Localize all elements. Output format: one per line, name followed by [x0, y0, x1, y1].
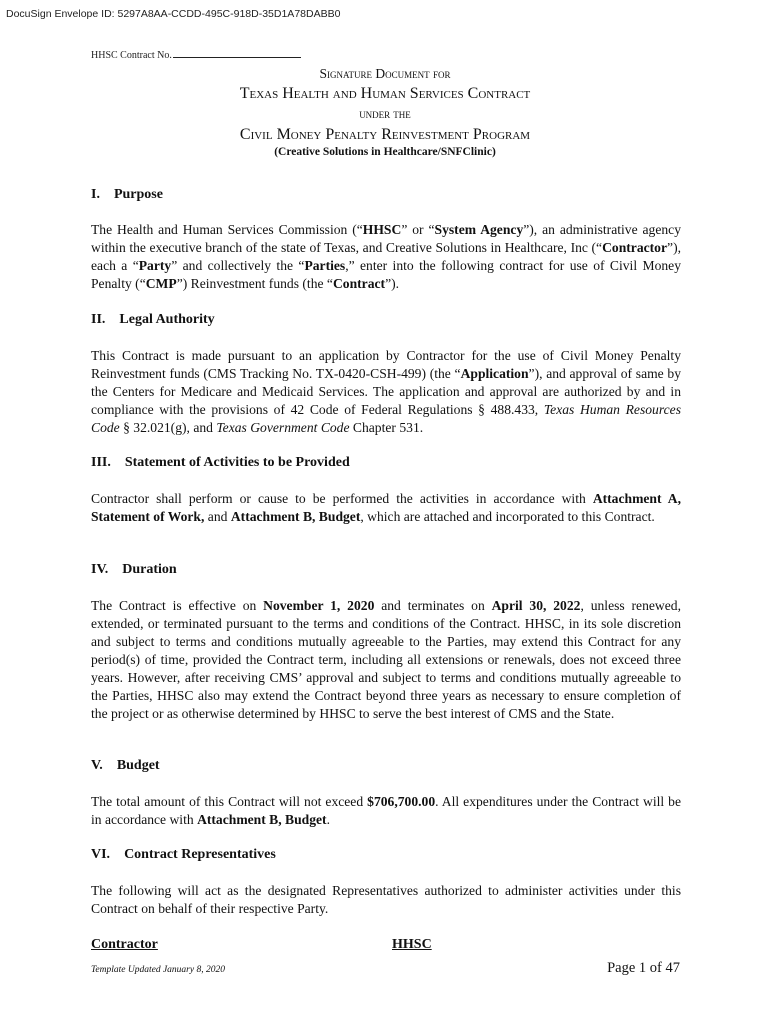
- title-line-1: Signature Document for: [319, 66, 451, 81]
- hhsc-label: HHSC: [392, 937, 432, 952]
- section-heading-budget: [91, 758, 160, 774]
- legal-authority-paragraph: This Contract is made pursuant to an application by Contractor for the use of Civil Money Penalty Reinvestment funds (CMS Tracking No. TX-0420-CSH-499) (the “Application”), and approval of same by the Centers for Medicare and Medicaid Services. The application and approval are authorized by and in compliance with the provisions of 42 Code of Federal Regulations § 488.433, Texas Human Resources Code § 32.021(g), and Texas Government Code Chapter 531.: [91, 348, 681, 435]
- section-heading-purpose: [91, 187, 163, 203]
- title-line-5: (Creative Solutions in Healthcare/SNFClinic): [274, 146, 496, 158]
- section-number: VI.: [91, 847, 111, 862]
- section-title: Purpose: [113, 187, 163, 202]
- title-line-2: Texas Health and Human Services Contract: [239, 85, 531, 102]
- section-title: Contract Representatives: [124, 847, 276, 862]
- section-number: IV.: [91, 562, 109, 577]
- activities-paragraph: Contractor shall perform or cause to be performed the activities in accordance with Attachment A, Statement of Work, and Attachment B, Budget, which are attached and incorporated to this Contract.: [91, 491, 681, 524]
- title-line-3: under the: [359, 107, 411, 121]
- budget-paragraph: The total amount of this Contract will not exceed $706,700.00. All expenditures under the Contract will be in accordance with Attachment B, Budget.: [91, 794, 681, 827]
- contract-number-line: [91, 48, 301, 61]
- docusign-envelope-id: DocuSign Envelope ID: 5297A8AA-CCDD-495C-918D-35D1A78DABB0: [6, 8, 341, 20]
- section-title: Duration: [122, 562, 177, 577]
- section-title: Legal Authority: [119, 312, 215, 327]
- title-line-4: Civil Money Penalty Reinvestment Program: [239, 126, 531, 143]
- section-heading-legal-authority: [91, 312, 215, 328]
- section-number: V.: [91, 758, 103, 773]
- section-title: Statement of Activities to be Provided: [124, 455, 350, 470]
- contract-number-blank: [173, 48, 301, 58]
- representatives-paragraph: The following will act as the designated Representatives authorized to administer activities under this Contract on behalf of their respective Party.: [91, 883, 681, 916]
- section-title: Budget: [116, 758, 160, 773]
- duration-paragraph: The Contract is effective on November 1, 2020 and terminates on April 30, 2022, unless renewed, extended, or terminated pursuant to the terms and conditions of the Contract. HHSC, in its sole discretion and subject to terms and conditions mutually agreeable to the Parties, may extend this Contract for any period(s) of time, provided the Contract term, including all extensions or renewals, does not exceed three years. However, after receiving CMS’ approval and subject to terms and conditions mutually agreeable to the Parties, HHSC also may extend the Contract beyond three years as necessary to ensure completion of the project or as otherwise determined by HHSC to serve the best interest of CMS and the State.: [91, 598, 681, 721]
- section-heading-activities: [91, 455, 350, 471]
- section-number: I.: [91, 187, 100, 202]
- section-heading-representatives: [91, 847, 276, 863]
- section-number: II.: [91, 312, 106, 327]
- section-number: III.: [91, 455, 111, 470]
- section-heading-duration: [91, 562, 177, 578]
- template-updated-note: Template Updated January 8, 2020: [91, 965, 225, 975]
- page-number: Page 1 of 47: [607, 960, 680, 976]
- contract-number-label: HHSC Contract No.: [91, 50, 172, 61]
- contractor-label: Contractor: [91, 937, 158, 952]
- purpose-paragraph: The Health and Human Services Commission (“HHSC” or “System Agency”), an administrative agency within the executive branch of the state of Texas, and Creative Solutions in Healthcare, Inc (“Contractor”), each a “Party” and collectively the “Parties,” enter into the following contract for use of Civil Money Penalty (“CMP”) Reinvestment funds (the “Contract”).: [91, 222, 681, 291]
